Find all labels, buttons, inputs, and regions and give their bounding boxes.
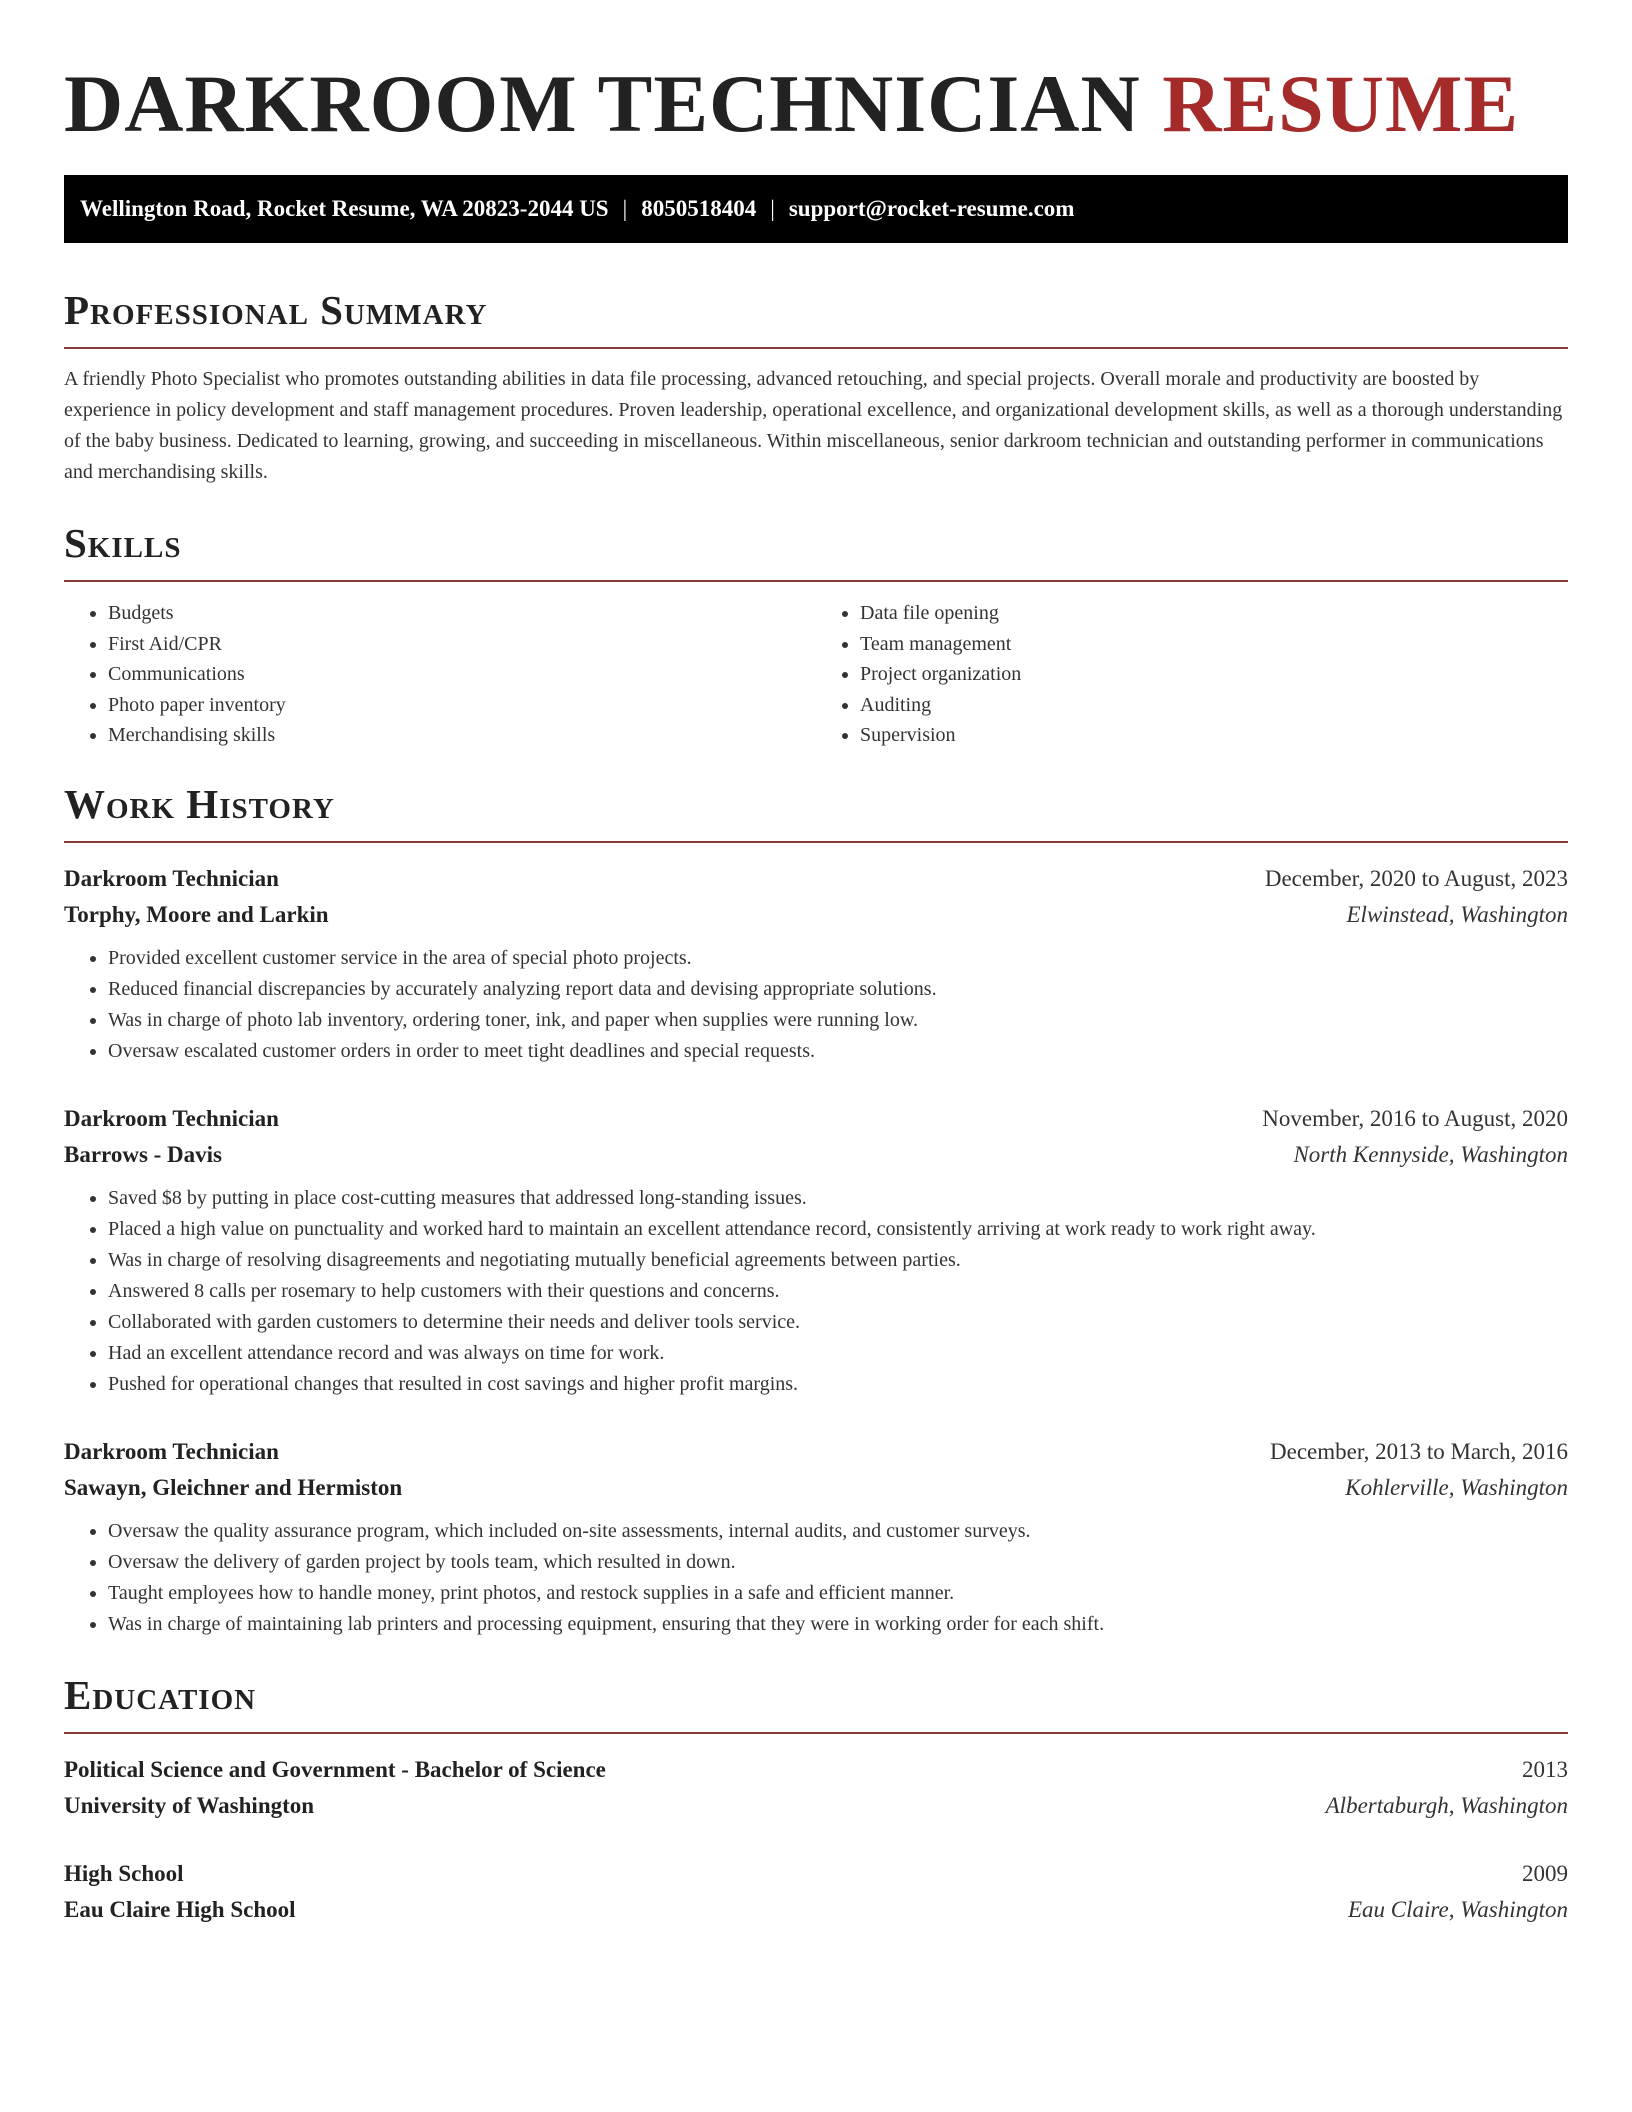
job-location: Elwinstead, Washington [1346, 901, 1568, 927]
job-company: Barrows - Davis [64, 1141, 223, 1167]
skill-item: • First Aid/CPR [108, 629, 816, 660]
job-bullet: • Was in charge of resolving disagreements and negotiating mutually beneficial agreements between parties. [108, 1245, 1568, 1276]
skill-item: • Supervision [860, 720, 1568, 751]
skill-item: • Merchandising skills [108, 720, 816, 751]
job-entry [64, 861, 1568, 1067]
education-entry [64, 1752, 1568, 1824]
job-entry [64, 1101, 1568, 1400]
job-bullets [64, 1516, 1568, 1640]
job-title: Darkroom Technician [64, 865, 279, 891]
education-heading: Education [64, 1668, 1568, 1734]
education-degree-row [64, 1856, 1568, 1892]
contact-address: Wellington Road, Rocket Resume, WA 20823-2044 US [80, 196, 609, 221]
job-header-row [64, 861, 1568, 897]
education-section [64, 1668, 1568, 1928]
job-bullet: • Was in charge of photo lab inventory, ordering toner, ink, and paper when supplies were running low. [108, 1005, 1568, 1036]
education-location: Eau Claire, Washington [1347, 1896, 1568, 1922]
job-bullet: • Reduced financial discrepancies by accurately analyzing report data and devising appropriate solutions. [108, 974, 1568, 1005]
skills-grid [64, 598, 1568, 751]
skill-item: • Data file opening [860, 598, 1568, 629]
job-location: North Kennyside, Washington [1293, 1141, 1568, 1167]
job-bullet: • Oversaw the quality assurance program, which included on-site assessments, internal audits, and customer surveys. [108, 1516, 1568, 1547]
summary-text: A friendly Photo Specialist who promotes outstanding abilities in data file processing, advanced retouching, and special projects. Overall morale and productivity are boosted by experience in policy development and staff management procedures. Proven leadership, operational excellence, and organizational development skills, as well as a thorough understanding of the baby business. Dedicated to learning, growing, and succeeding in miscellaneous. Within miscellaneous, senior darkroom technician and outstanding performer in communications and merchandising skills. [64, 368, 1563, 483]
job-bullet: • Was in charge of maintaining lab printers and processing equipment, ensuring that they were in working order for each shift. [108, 1609, 1568, 1640]
job-bullet: • Placed a high value on punctuality and worked hard to maintain an excellent attendance record, consistently arriving at work ready to work right away. [108, 1214, 1568, 1245]
skill-item: • Team management [860, 629, 1568, 660]
education-degree-row [64, 1752, 1568, 1788]
skill-item: • Photo paper inventory [108, 690, 816, 721]
job-bullet: • Taught employees how to handle money, print photos, and restock supplies in a safe and efficient manner. [108, 1578, 1568, 1609]
education-school: University of Washington [64, 1792, 315, 1818]
work-history-section [64, 777, 1568, 1640]
contact-separator: | [622, 196, 628, 221]
job-bullet: • Saved $8 by putting in place cost-cutting measures that addressed long-standing issues. [108, 1183, 1568, 1214]
education-school: Eau Claire High School [64, 1896, 296, 1922]
job-title: Darkroom Technician [64, 1438, 279, 1464]
skill-item: • Budgets [108, 598, 816, 629]
job-bullet: • Pushed for operational changes that resulted in cost savings and higher profit margins. [108, 1369, 1568, 1400]
contact-phone: 8050518404 [641, 196, 757, 221]
education-year: 2009 [1522, 1860, 1568, 1886]
education-entry [64, 1856, 1568, 1928]
job-bullet: • Answered 8 calls per rosemary to help customers with their questions and concerns. [108, 1276, 1568, 1307]
job-title: Darkroom Technician [64, 1105, 279, 1131]
job-company: Sawayn, Gleichner and Hermiston [64, 1474, 403, 1500]
title-accent: RESUME [1162, 58, 1520, 149]
education-school-row [64, 1788, 1568, 1824]
skills-column-left [64, 598, 816, 751]
education-school-row [64, 1892, 1568, 1928]
education-year: 2013 [1522, 1756, 1568, 1782]
job-dates: December, 2020 to August, 2023 [1264, 865, 1568, 891]
job-bullet: • Collaborated with garden customers to determine their needs and deliver tools service. [108, 1307, 1568, 1338]
job-company-row [64, 1470, 1568, 1506]
contact-bar [64, 175, 1568, 243]
job-bullet: • Had an excellent attendance record and was always on time for work. [108, 1338, 1568, 1369]
education-degree: High School [64, 1860, 184, 1886]
job-company-row [64, 897, 1568, 933]
work-history-heading: Work History [64, 777, 1568, 843]
contact-separator: | [770, 196, 775, 221]
job-bullet: • Oversaw the delivery of garden project by tools team, which resulted in down. [108, 1547, 1568, 1578]
education-location: Albertaburgh, Washington [1325, 1792, 1568, 1818]
job-bullet: • Provided excellent customer service in the area of special photo projects. [108, 943, 1568, 974]
job-bullets [64, 943, 1568, 1067]
job-entry [64, 1434, 1568, 1640]
job-company: Torphy, Moore and Larkin [64, 901, 329, 927]
job-dates: November, 2016 to August, 2020 [1262, 1105, 1568, 1131]
contact-email: support@rocket-resume.com [788, 196, 1075, 221]
job-dates: December, 2013 to March, 2016 [1270, 1438, 1568, 1464]
job-bullets [64, 1183, 1568, 1400]
education-degree: Political Science and Government - Bachelor of Science [64, 1756, 606, 1782]
job-bullet: • Oversaw escalated customer orders in order to meet tight deadlines and special requests. [108, 1036, 1568, 1067]
skills-column-right [816, 598, 1568, 751]
skills-heading: Skills [64, 516, 1568, 582]
resume-title [64, 55, 1568, 153]
title-main: DARKROOM TECHNICIAN [64, 58, 1141, 149]
skill-item: • Communications [108, 659, 816, 690]
skill-item: • Auditing [860, 690, 1568, 721]
summary-section [64, 283, 1568, 488]
job-company-row [64, 1137, 1568, 1173]
job-header-row [64, 1434, 1568, 1470]
skill-item: • Project organization [860, 659, 1568, 690]
summary-heading: Professional Summary [64, 283, 1568, 349]
skills-section [64, 516, 1568, 751]
job-location: Kohlerville, Washington [1345, 1474, 1568, 1500]
job-header-row [64, 1101, 1568, 1137]
